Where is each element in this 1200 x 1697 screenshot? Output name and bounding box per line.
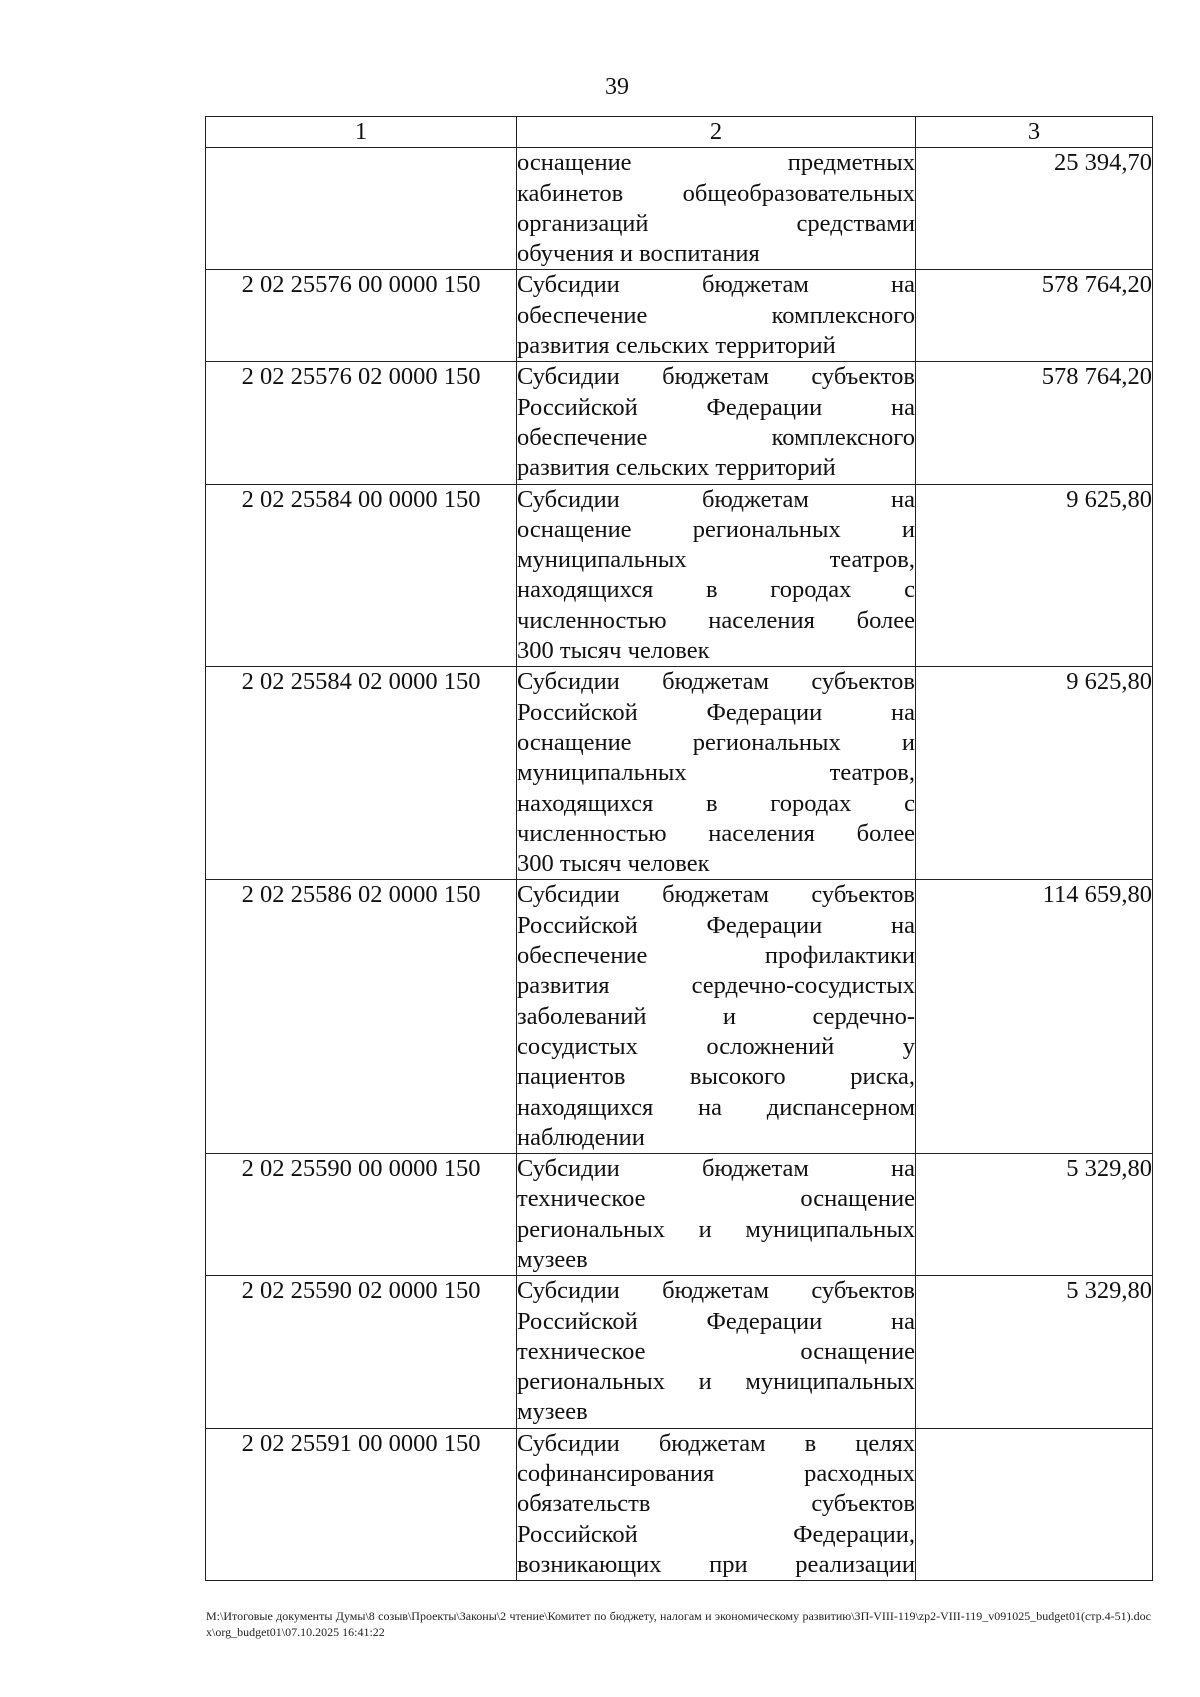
revenue-code: 2 02 25576 02 0000 150: [206, 362, 517, 484]
description-line: обязательств субъектов: [517, 1490, 915, 1518]
revenue-description: [517, 1154, 916, 1276]
description-line: кабинетов общеобразовательных: [517, 179, 915, 207]
revenue-description: [517, 148, 916, 270]
description-line: Российской Федерации на: [517, 393, 915, 421]
description-line: Субсидии бюджетам субъектов: [517, 1277, 915, 1305]
description-line: 300 тысяч человек: [517, 850, 710, 878]
description-line: обеспечение комплексного: [517, 301, 915, 329]
column-header-2: 2: [517, 117, 916, 148]
revenue-description: [517, 1428, 916, 1580]
revenue-description: [517, 1276, 916, 1428]
description-line: Субсидии бюджетам субъектов: [517, 363, 915, 391]
revenue-code: 2 02 25591 00 0000 150: [206, 1428, 517, 1580]
revenue-code: 2 02 25584 00 0000 150: [206, 484, 517, 667]
description-line: оснащение региональных и: [517, 515, 915, 543]
description-line: техническое оснащение: [517, 1185, 915, 1213]
amount-value: 5 329,80: [916, 1276, 1153, 1428]
table-row: [206, 1428, 1153, 1580]
column-header-1: 1: [206, 117, 517, 148]
revenue-code: 2 02 25576 00 0000 150: [206, 270, 517, 362]
description-line: Субсидии бюджетам на: [517, 485, 915, 513]
description-line: музеев: [517, 1245, 588, 1273]
description-line: пациентов высокого риска,: [517, 1063, 915, 1091]
table-row: [206, 1154, 1153, 1276]
description-line: численностью населения более: [517, 606, 915, 634]
amount-value: 578 764,20: [916, 362, 1153, 484]
revenue-code: 2 02 25584 02 0000 150: [206, 667, 517, 880]
column-header-3: 3: [916, 117, 1153, 148]
description-line: Субсидии бюджетам на: [517, 1155, 915, 1183]
description-line: Российской Федерации,: [517, 1520, 915, 1548]
table-row: [206, 880, 1153, 1154]
description-line: оснащение региональных и: [517, 728, 915, 756]
amount-value: 9 625,80: [916, 667, 1153, 880]
table-row: [206, 1276, 1153, 1428]
description-line: Субсидии бюджетам субъектов: [517, 881, 915, 909]
revenue-description: [517, 667, 916, 880]
amount-value: 9 625,80: [916, 484, 1153, 667]
description-line: региональных и муниципальных: [517, 1368, 915, 1396]
description-line: развития сельских территорий: [517, 454, 836, 482]
table-row: [206, 270, 1153, 362]
amount-value: [916, 1428, 1153, 1580]
table-row: [206, 484, 1153, 667]
table-row: [206, 362, 1153, 484]
description-line: наблюдении: [517, 1123, 645, 1151]
revenue-code: 2 02 25586 02 0000 150: [206, 880, 517, 1154]
description-line: Субсидии бюджетам субъектов: [517, 668, 915, 696]
amount-value: 114 659,80: [916, 880, 1153, 1154]
file-path-footer: M:\Итоговые документы Думы\8 созыв\Проекты\Законы\2 чтение\Комитет по бюджету, налогам и экономическому развитию\ЗП-VIII-119\zp2-VIII-119_v091025_budget01(стр.4-51).docx\org_budget01\07.10.2025 16:41:22: [206, 1609, 1151, 1639]
revenue-description: [517, 362, 916, 484]
description-line: музеев: [517, 1398, 588, 1426]
description-line: организаций средствами: [517, 209, 915, 237]
description-line: обеспечение профилактики: [517, 942, 915, 970]
description-line: Российской Федерации на: [517, 698, 915, 726]
table-row: [206, 148, 1153, 270]
amount-value: 25 394,70: [916, 148, 1153, 270]
revenue-code: 2 02 25590 00 0000 150: [206, 1154, 517, 1276]
description-line: Российской Федерации на: [517, 1307, 915, 1335]
budget-table: [205, 116, 1153, 1581]
description-line: муниципальных театров,: [517, 546, 915, 574]
description-line: оснащение предметных: [517, 149, 915, 177]
description-line: 300 тысяч человек: [517, 637, 710, 665]
description-line: обучения и воспитания: [517, 240, 760, 268]
revenue-code: 2 02 25590 02 0000 150: [206, 1276, 517, 1428]
description-line: находящихся в городах с: [517, 576, 915, 604]
amount-value: 5 329,80: [916, 1154, 1153, 1276]
description-line: находящихся на диспансерном: [517, 1093, 915, 1121]
description-line: развития сердечно-сосудистых: [517, 972, 915, 1000]
description-line: находящихся в городах с: [517, 789, 915, 817]
table-body: [206, 148, 1153, 1581]
revenue-description: [517, 270, 916, 362]
description-line: возникающих при реализации: [517, 1550, 915, 1578]
description-line: численностью населения более: [517, 819, 915, 847]
description-line: софинансирования расходных: [517, 1460, 915, 1488]
revenue-description: [517, 484, 916, 667]
description-line: региональных и муниципальных: [517, 1215, 915, 1243]
description-line: сосудистых осложнений у: [517, 1032, 915, 1060]
description-line: Российской Федерации на: [517, 911, 915, 939]
page-number: 39: [605, 74, 629, 100]
revenue-description: [517, 880, 916, 1154]
table-header-row: [206, 117, 1153, 148]
description-line: заболеваний и сердечно-: [517, 1002, 915, 1030]
table-row: [206, 667, 1153, 880]
description-line: Субсидии бюджетам в целях: [517, 1429, 915, 1457]
description-line: обеспечение комплексного: [517, 423, 915, 451]
description-line: развития сельских территорий: [517, 332, 836, 360]
revenue-code: [206, 148, 517, 270]
description-line: муниципальных театров,: [517, 759, 915, 787]
description-line: Субсидии бюджетам на: [517, 271, 915, 299]
amount-value: 578 764,20: [916, 270, 1153, 362]
description-line: техническое оснащение: [517, 1337, 915, 1365]
